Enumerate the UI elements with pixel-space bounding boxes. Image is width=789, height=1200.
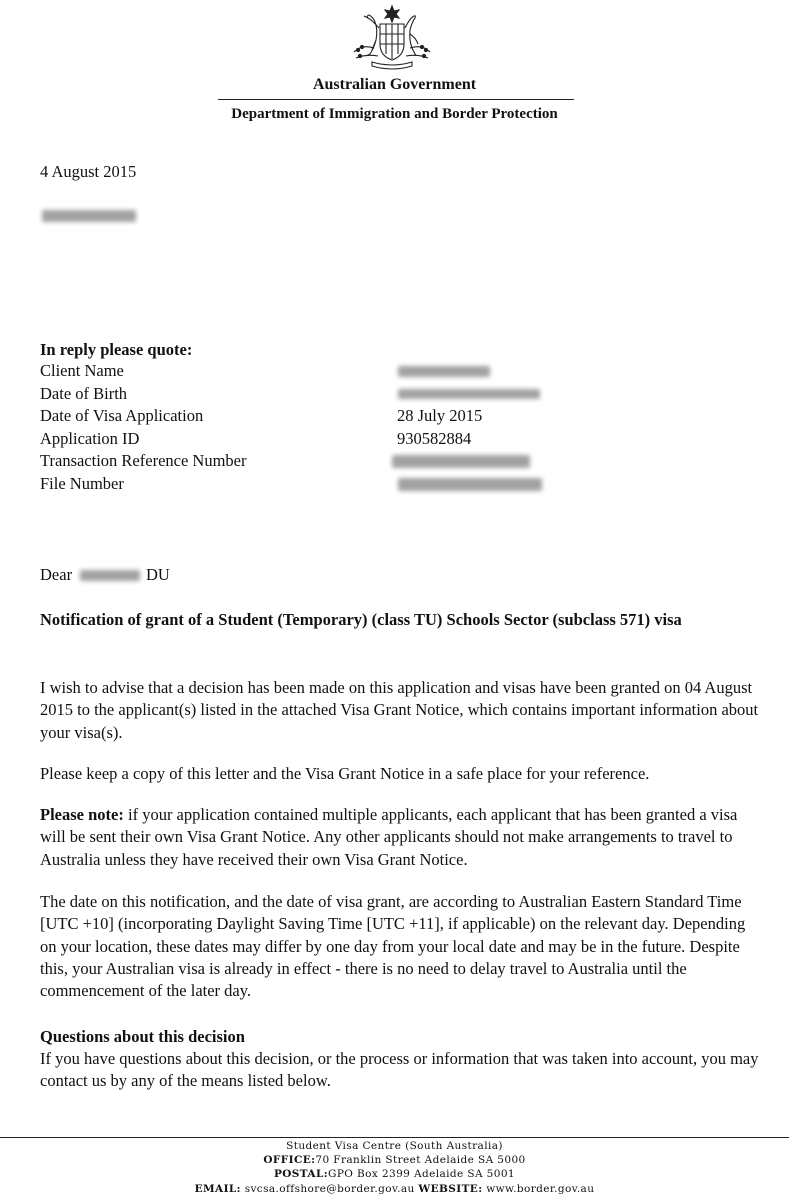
quote-row-application-id [40, 429, 760, 451]
quote-value: 28 July 2015 [397, 406, 483, 425]
letter-subject: Notification of grant of a Student (Temporary) (class TU) Schools Sector (subclass 571) visa [40, 610, 682, 629]
footer-contact [0, 1183, 789, 1195]
footer-divider [0, 1137, 789, 1138]
paragraph-please-note [40, 804, 760, 871]
questions-heading: Questions about this decision [40, 1027, 245, 1046]
paragraph-questions: If you have questions about this decision, or the process or information that was taken into account, you may contact us by any of the means listed below. [40, 1049, 759, 1091]
salutation-prefix: Dear [40, 565, 73, 584]
salutation-surname: DU [146, 565, 170, 584]
government-title: Australian Government [312, 76, 477, 93]
quote-value: 930582884 [397, 429, 472, 448]
quote-label: Transaction Reference Number [40, 451, 247, 470]
footer-postal-value: GPO Box 2399 Adelaide SA 5001 [328, 1168, 516, 1180]
quote-label: File Number [40, 474, 124, 493]
footer-office-value: 70 Franklin Street Adelaide SA 5000 [315, 1154, 526, 1166]
footer-website-link[interactable]: www.border.gov.au [486, 1183, 595, 1195]
letter-date: 4 August 2015 [40, 162, 137, 181]
quote-label: Date of Visa Application [40, 406, 204, 425]
footer-website-label: WEBSITE: [418, 1183, 483, 1195]
redacted-addressee [42, 210, 136, 222]
please-note-label: Please note: [40, 805, 124, 824]
paragraph-date-notice: The date on this notification, and the date of visa grant, are according to Australian Eastern Standard Time [UTC +10] (incorporating Daylight Saving Time [UTC +11], if applicable) on the relevant day. Depending on your location, these dates may differ by one day from your local date and may be in the future. Despite this, your Australian visa is already in effect - there is no need to delay travel to Australia until the commencement of the later day. [40, 892, 746, 1001]
paragraph-decision: I wish to advise that a decision has been made on this application and visas have been granted on 04 August 2015 to the applicant(s) listed in the attached Visa Grant Notice, which contains important information about your visa(s). [40, 678, 759, 742]
footer-centre-name: Student Visa Centre (South Australia) [286, 1140, 503, 1152]
footer-postal [0, 1168, 789, 1180]
department-title: Department of Immigration and Border Protection [231, 106, 558, 122]
quote-label: Application ID [40, 429, 140, 448]
footer-office-label: OFFICE: [263, 1154, 316, 1166]
redacted-transaction-reference [392, 455, 530, 468]
paragraph-keep-copy: Please keep a copy of this letter and the Visa Grant Notice in a safe place for your reference. [40, 764, 650, 783]
quote-heading: In reply please quote: [40, 340, 193, 359]
footer-postal-label: POSTAL: [273, 1168, 329, 1180]
coat-of-arms-icon [342, 4, 442, 70]
redacted-file-number [398, 478, 542, 491]
footer-email-link[interactable]: svcsa.offshore@border.gov.au [244, 1183, 415, 1195]
header-divider [218, 99, 574, 100]
footer-office [0, 1154, 789, 1166]
redacted-given-name [80, 570, 140, 581]
quote-row-application-date [40, 406, 760, 428]
redacted-date-of-birth [398, 389, 540, 399]
please-note-text: if your application contained multiple applicants, each applicant that has been granted a visa will be sent their own Visa Grant Notice. Any other applicants should not make arrangements to travel to Australia unless they have received their own Visa Grant Notice. [40, 805, 738, 869]
salutation [40, 565, 170, 585]
quote-label: Client Name [40, 361, 124, 380]
quote-label: Date of Birth [40, 384, 128, 403]
footer-email-label: EMAIL: [194, 1183, 241, 1195]
redacted-client-name [398, 366, 490, 377]
